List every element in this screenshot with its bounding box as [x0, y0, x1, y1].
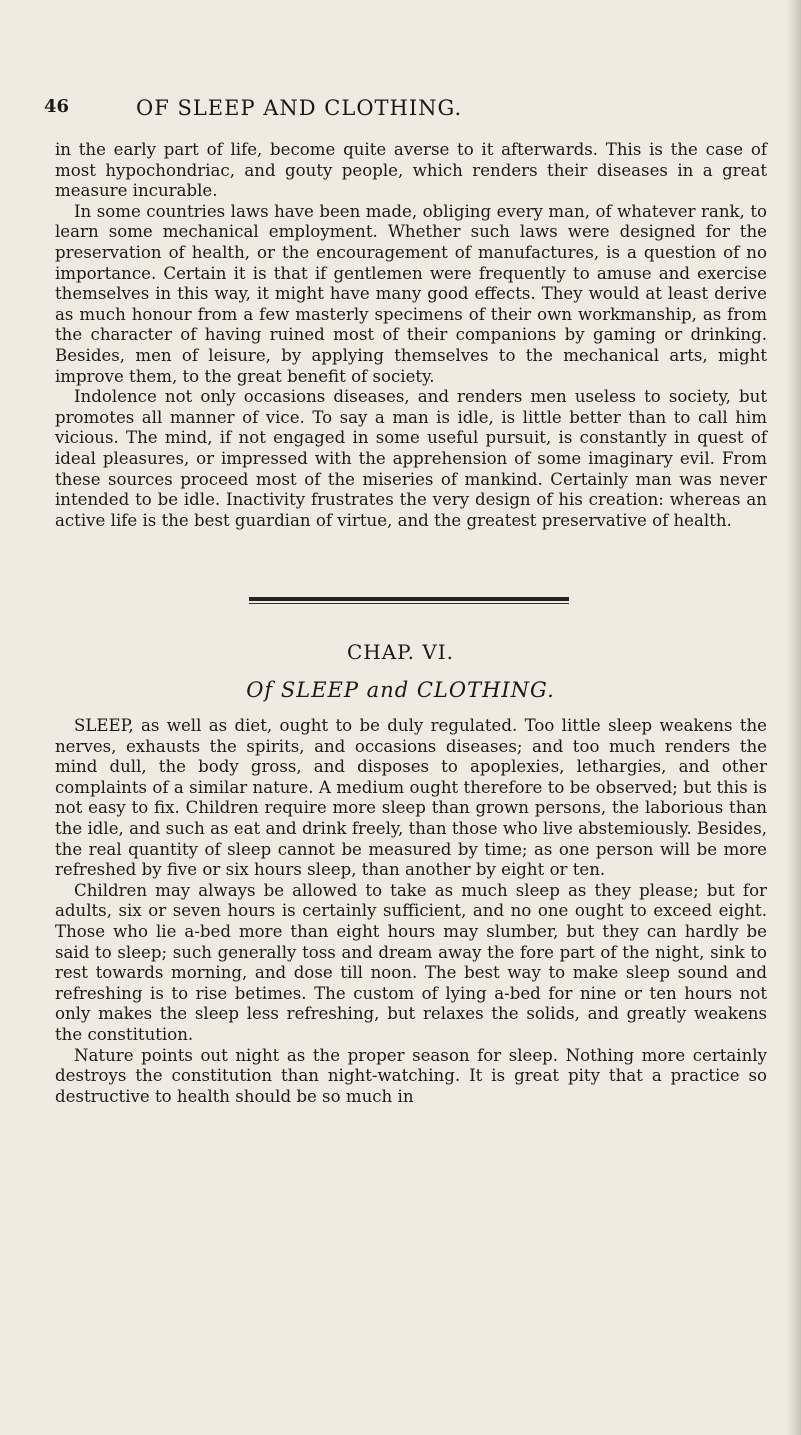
- chapter-divider: [249, 597, 569, 604]
- running-head: OF SLEEP AND CLOTHING.: [136, 96, 463, 120]
- paragraph: In some countries laws have been made, obliging every man, of whatever rank, to learn some mechanical employment. Whether such laws were designed for the preservation of health, or the encouragement of manufactures, is a question of no importance. Certain it is that if gentlemen were frequently to amuse and exercise themselves in this way, it might have many good effects. They would at least derive as much honour from a few masterly specimens of their own workmanship, as from the character of having ruined most of their companions by gaming or drinking. Besides, men of leisure, by applying themselves to the mechanical arts, might improve them, to the great benefit of society.: [55, 201, 767, 386]
- chapter-heading: CHAP. VI.: [346, 640, 454, 664]
- page-edge-shadow: [787, 0, 801, 1435]
- paragraph: Nature points out night as the proper season for sleep. Nothing more certainly destroys the constitution than night-watching. It is great pity that a practice so destructive to health should be so much in: [55, 1045, 767, 1106]
- paragraph: Children may always be allowed to take as much sleep as they please; but for adults, six or seven hours is certainly sufficient, and no one ought to exceed eight. Those who lie a-bed more than eight hours may slumber, but they can hardly be said to sleep; such generally toss and dream away the fore part of the night, sink to rest towards morning, and dose till noon. The best way to make sleep sound and refreshing is to rise betimes. The custom of lying a-bed for nine or ten hours not only makes the sleep less refreshing, but relaxes the solids, and greatly weakens the constitution.: [55, 880, 767, 1044]
- intro-text: [55, 140, 767, 531]
- divider-thin-rule: [249, 603, 569, 604]
- paragraph: Indolence not only occasions diseases, and renders men useless to society, but promotes all manner of vice. To say a man is idle, is little better than to call him vicious. The mind, if not engaged in some useful pursuit, is constantly in quest of ideal pleasures, or impressed with the apprehension of some imaginary evil. From these sources proceed most of the miseries of mankind. Certainly man was never intended to be idle. Inactivity frustrates the very design of his creation: whereas an active life is the best guardian of virtue, and the greatest preservative of health.: [55, 387, 767, 530]
- divider-thick-rule: [249, 597, 569, 601]
- paragraph: in the early part of life, become quite averse to it afterwards. This is the case of most hypochondriac, and gouty people, which renders their diseases in a great measure incurable.: [55, 140, 767, 201]
- page-number: 46: [44, 96, 70, 117]
- page-header: [40, 96, 760, 128]
- paragraph: SLEEP, as well as diet, ought to be duly regulated. Too little sleep weakens the nerves, exhausts the spirits, and occasions diseases; and too much renders the mind dull, the body gross, and disposes to apoplexies, lethargies, and other complaints of a similar nature. A medium ought therefore to be observed; but this is not easy to fix. Children require more sleep than grown persons, the laborious than the idle, and such as eat and drink freely, than those who live abstemiously. Besides, the real quantity of sleep cannot be measured by time; as one person will be more refreshed by five or six hours sleep, than another by eight or ten.: [55, 716, 767, 880]
- chapter-title: Of SLEEP and CLOTHING.: [246, 678, 555, 702]
- chapter-text: [55, 716, 767, 1107]
